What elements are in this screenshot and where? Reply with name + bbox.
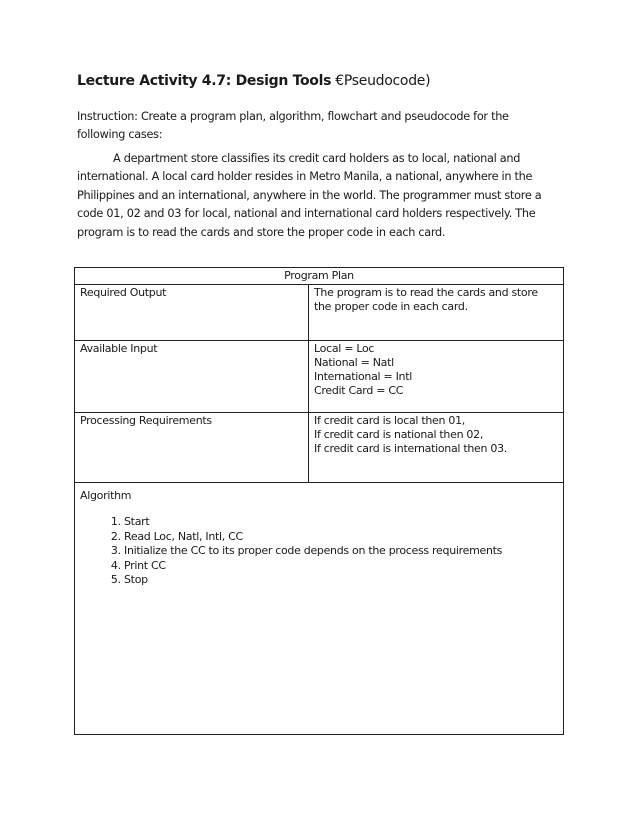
program-plan-table xyxy=(74,267,564,735)
list-item: 2. Read Loc, Natl, Intl, CC xyxy=(124,530,558,545)
list-item: 4. Print CC xyxy=(124,559,558,574)
table-row xyxy=(75,413,564,483)
activity-title-suffix: €Pseudocode) xyxy=(331,73,431,89)
processing-requirements-label: Processing Requirements xyxy=(75,413,309,483)
case-description xyxy=(77,150,557,242)
algorithm-row xyxy=(75,483,564,735)
program-plan-header: Program Plan xyxy=(75,268,564,285)
table-row xyxy=(75,341,564,413)
required-output-value: The program is to read the cards and store the proper code in each card. xyxy=(309,285,564,341)
available-input-label: Available Input xyxy=(75,341,309,413)
processing-requirements-value: If credit card is local then 01, If credit card is national then 02, If credit card is international then 03. xyxy=(309,413,564,483)
table-row xyxy=(75,285,564,341)
case-description-text: A department store classifies its credit card holders as to local, national and international. A local card holder resides in Metro Manila, a national, anywhere in the Philippines and an international, anywhere in the world. The programmer must store a code 01, 02 and 03 for local, national and international card holders respectively. The program is to read the cards and store the proper code in each card. xyxy=(77,152,542,239)
activity-title-bold: Lecture Activity 4.7: Design Tools xyxy=(77,73,332,89)
algorithm-title: Algorithm xyxy=(80,489,132,502)
required-output-label: Required Output xyxy=(75,285,309,341)
available-input-value: Local = Loc National = Natl International = Intl Credit Card = CC xyxy=(309,341,564,413)
list-item: 5. Stop xyxy=(124,573,558,588)
algorithm-cell xyxy=(75,483,564,735)
algorithm-steps xyxy=(80,515,558,588)
activity-title xyxy=(77,73,430,89)
list-item: 1. Start xyxy=(124,515,558,530)
instruction-text: Instruction: Create a program plan, algorithm, flowchart and pseudocode for the following cases: xyxy=(77,110,509,141)
list-item: 3. Initialize the CC to its proper code depends on the process requirements xyxy=(124,544,558,559)
program-plan-header-row xyxy=(75,268,564,285)
